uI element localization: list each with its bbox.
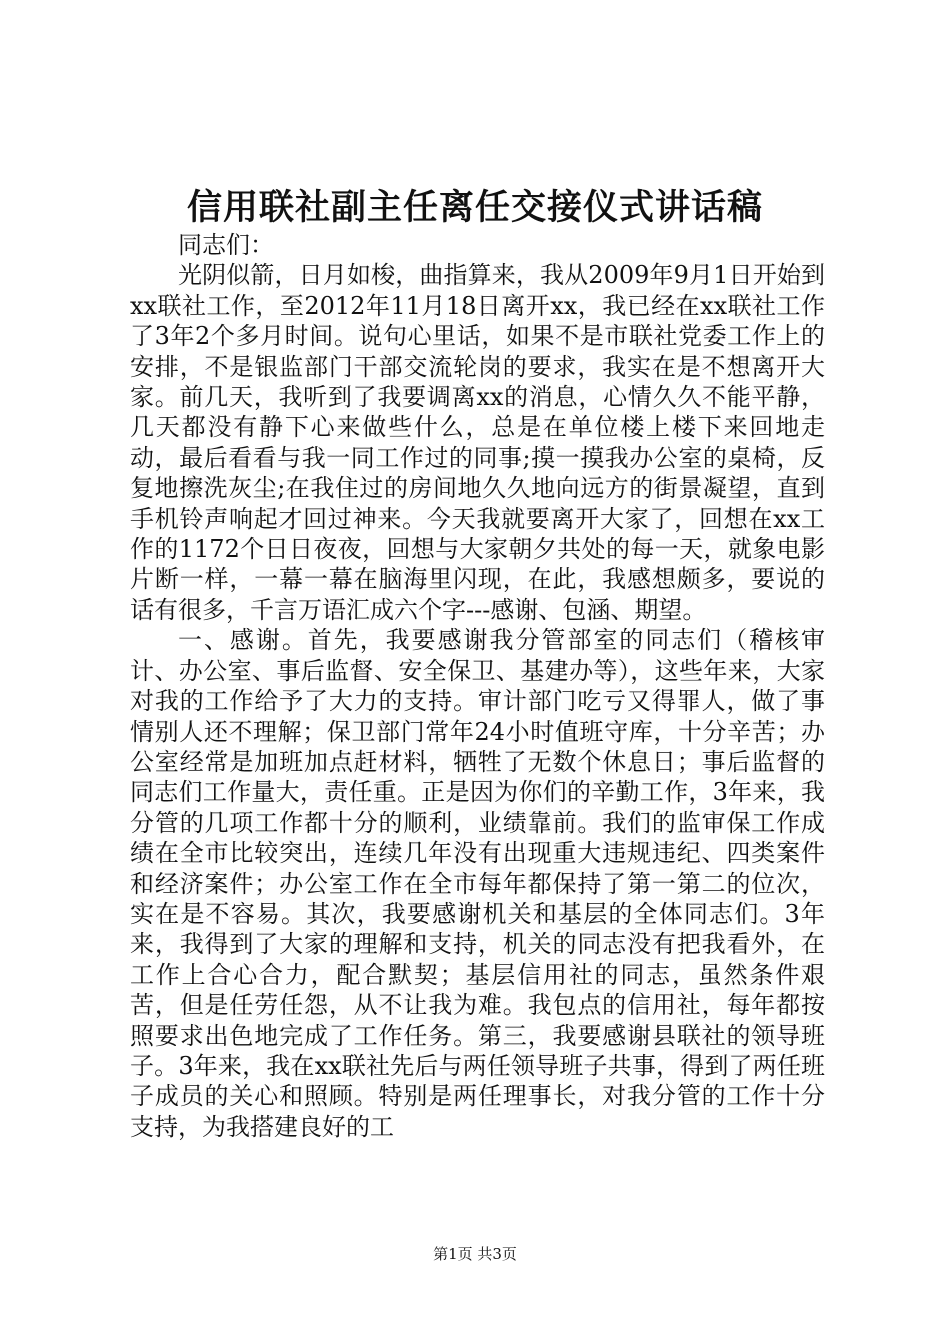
paragraph-2: 一、感谢。首先，我要感谢我分管部室的同志们（稽核审计、办公室、事后监督、安全保卫、基建办等），这些年来，大家对我的工作给予了大力的支持。审计部门吃亏又得罪人，做了事情别人还不理解；保卫部门常年24小时值班守库，十分辛苦；办公室经常是加班加点赶材料，牺牲了无数个休息日；事后监督的同志们工作量大，责任重。正是因为你们的辛勤工作，3年来，我分管的几项工作都十分的顺利，业绩靠前。我们的监审保工作成绩在全市比较突出，连续几年没有出现重大违规违纪、四类案件和经济案件；办公室工作在全市每年都保持了第一第二的位次，实在是不容易。其次，我要感谢机关和基层的全体同志们。3年来，我得到了大家的理解和支持，机关的同志没有把我看外，在工作上合心合力，配合默契；基层信用社的同志，虽然条件艰苦，但是任劳任怨，从不让我为难。我包点的信用社，每年都按照要求出色地完成了工作任务。第三，我要感谢县联社的领导班子。3年来，我在xx联社先后与两任领导班子共事，得到了两任班子成员的关心和照顾。特别是两任理事长，对我分管的工作十分支持，为我搭建良好的工 xyxy=(130,626,825,1141)
document-title: 信用联社副主任离任交接仪式讲话稿 xyxy=(186,187,763,228)
paragraph-1: 光阴似箭，日月如梭，曲指算来，我从2009年9月1日开始到xx联社工作，至2012年11月18日离开xx，我已经在xx联社工作了3年2个多月时间。说句心里话，如果不是市联社党委工作上的安排，不是银监部门干部交流轮岗的要求，我实在是不想离开大家。前几天，我听到了我要调离xx的消息，心情久久不能平静，几天都没有静下心来做些什么，总是在单位楼上楼下来回地走动，最后看看与我一同工作过的同事;摸一摸我办公室的桌椅，反复地擦洗灰尘;在我住过的房间地久久地向远方的街景凝望，直到手机铃声响起才回过神来。今天我就要离开大家了，回想在xx工作的1172个日日夜夜，回想与大家朝夕共处的每一天，就象电影片断一样，一幕一幕在脑海里闪现，在此，我感想颇多，要说的话有很多，千言万语汇成六个字---感谢、包涵、期望。 xyxy=(130,261,825,624)
salutation: 同志们： xyxy=(178,231,274,259)
page-number-footer: 第1页 共3页 xyxy=(433,1245,517,1263)
document-body xyxy=(130,230,825,1142)
